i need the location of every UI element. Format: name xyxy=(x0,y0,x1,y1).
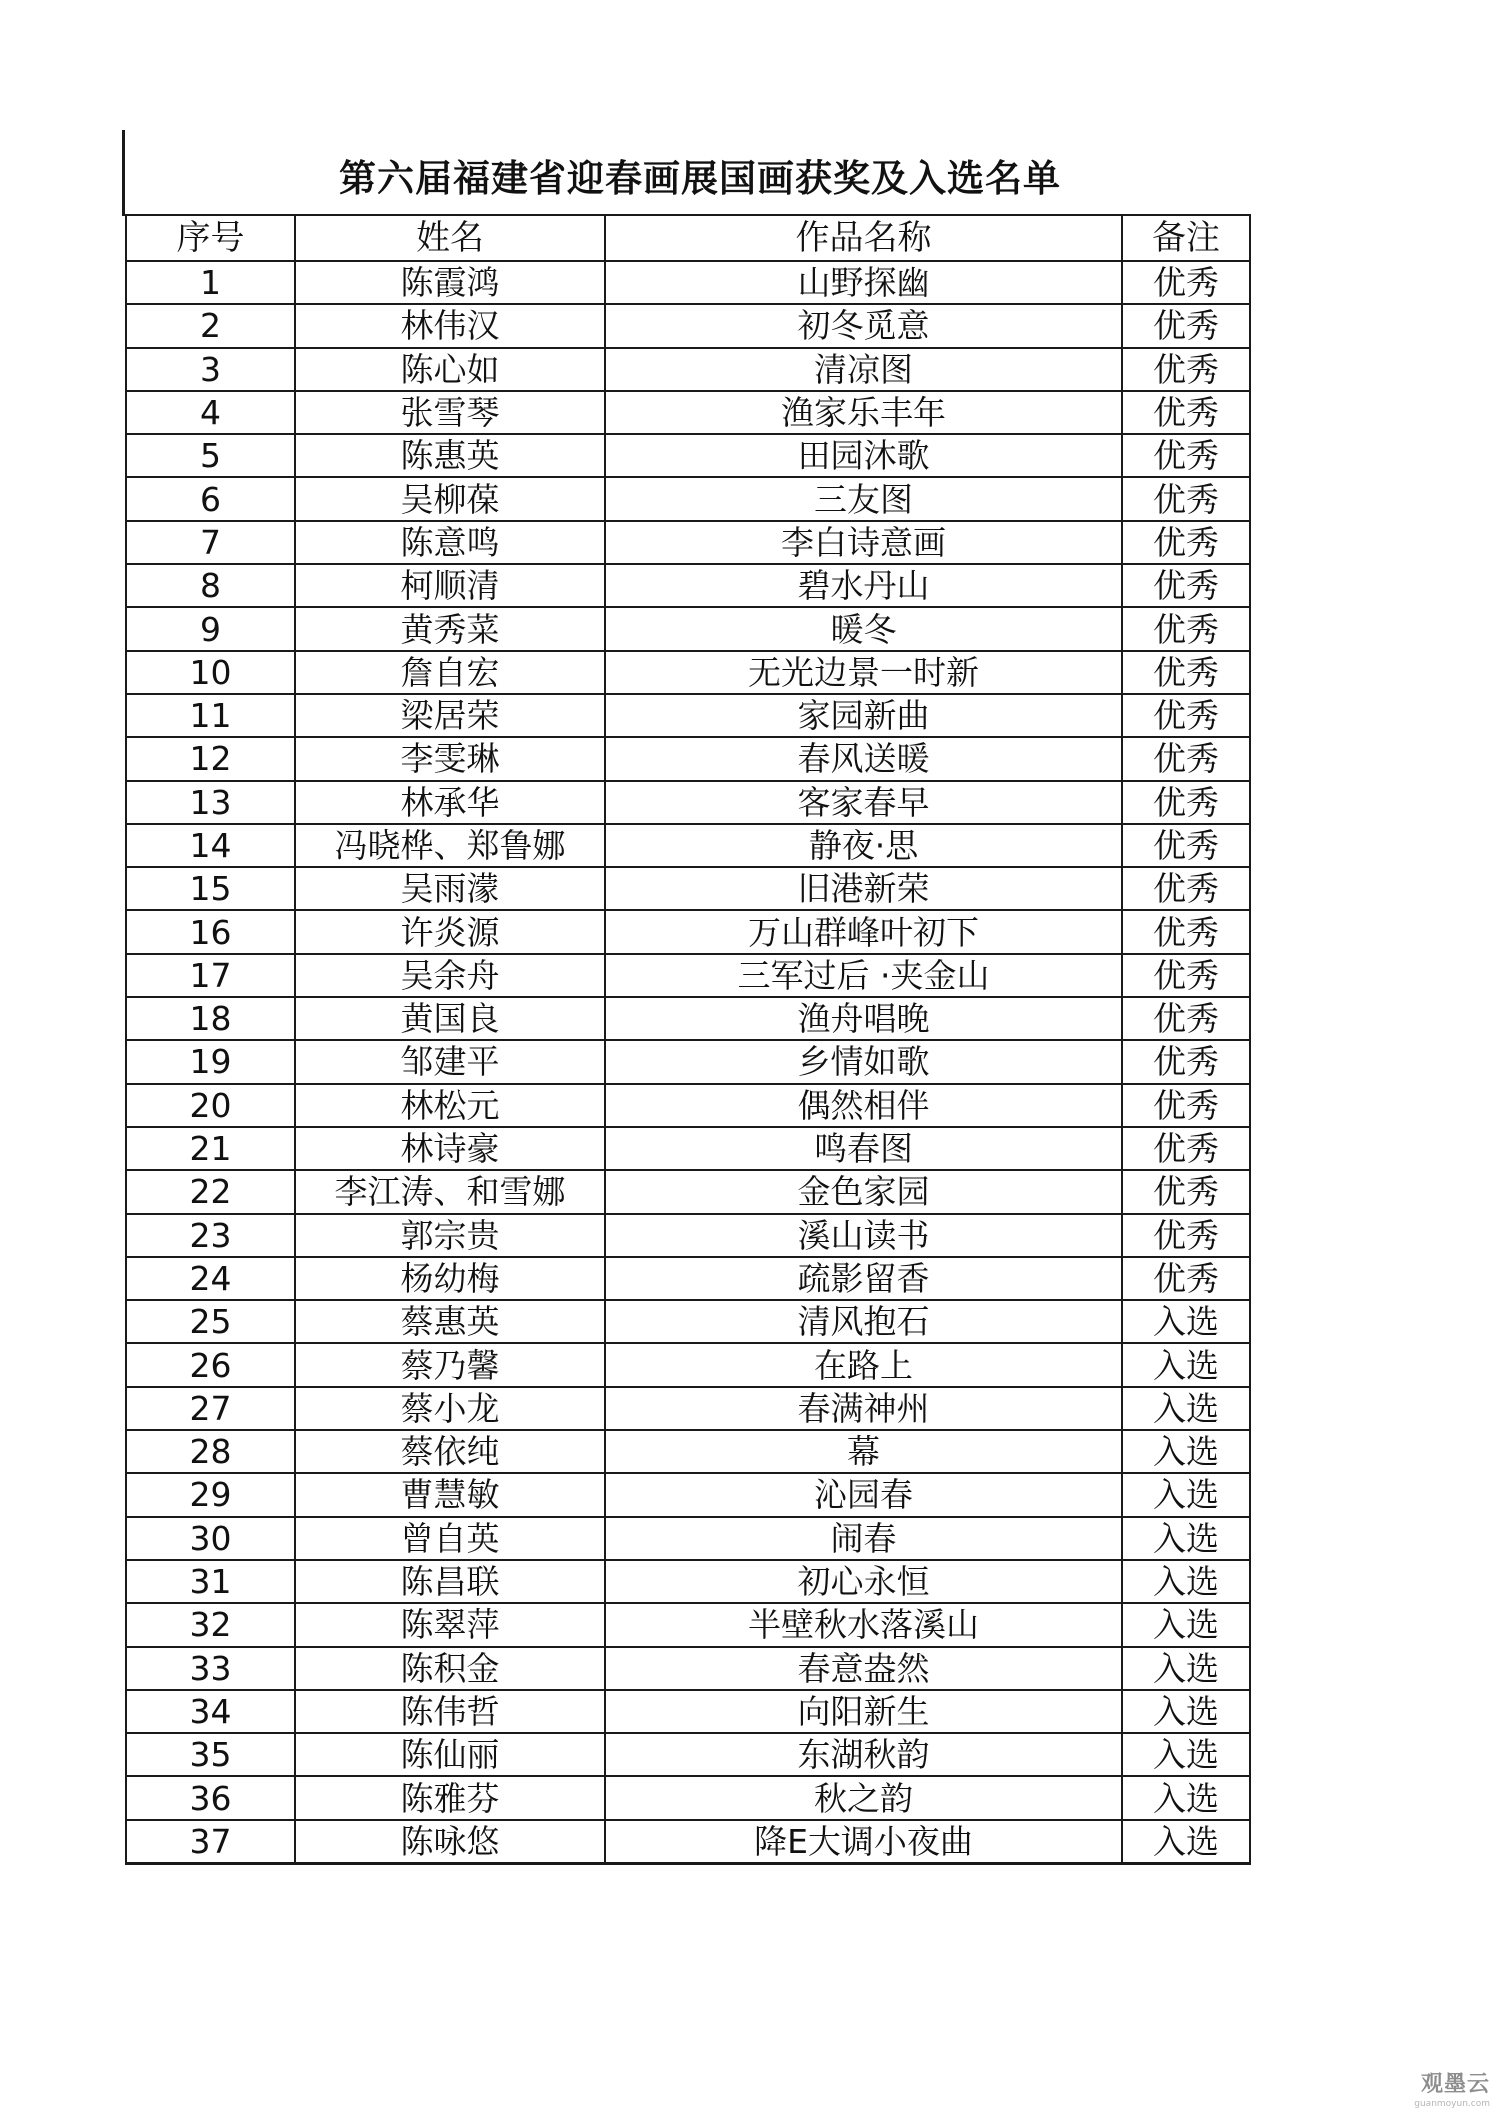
cell-name: 吴柳葆 xyxy=(295,477,605,520)
cell-number: 4 xyxy=(126,391,295,434)
cell-remark: 优秀 xyxy=(1122,954,1250,997)
cell-number: 22 xyxy=(126,1170,295,1213)
cell-name: 陈积金 xyxy=(295,1647,605,1690)
table-row xyxy=(126,564,1250,607)
cell-number: 21 xyxy=(126,1127,295,1170)
cell-work-title: 清风抱石 xyxy=(605,1300,1122,1343)
cell-remark: 优秀 xyxy=(1122,1170,1250,1213)
cell-work-title: 幕 xyxy=(605,1430,1122,1473)
cell-work-title: 万山群峰叶初下 xyxy=(605,910,1122,953)
table-row xyxy=(126,1776,1250,1819)
cell-name: 黄秀菜 xyxy=(295,607,605,650)
cell-number: 14 xyxy=(126,824,295,867)
cell-number: 31 xyxy=(126,1560,295,1603)
cell-work-title: 客家春早 xyxy=(605,781,1122,824)
cell-name: 曾自英 xyxy=(295,1517,605,1560)
cell-remark: 优秀 xyxy=(1122,391,1250,434)
table-row xyxy=(126,824,1250,867)
table-row xyxy=(126,1517,1250,1560)
table-row xyxy=(126,1603,1250,1646)
cell-name: 柯顺清 xyxy=(295,564,605,607)
cell-work-title: 金色家园 xyxy=(605,1170,1122,1213)
table-row xyxy=(126,781,1250,824)
award-list-table xyxy=(125,214,1251,1865)
table-row xyxy=(126,521,1250,564)
cell-name: 林承华 xyxy=(295,781,605,824)
table-row xyxy=(126,1387,1250,1430)
cell-number: 25 xyxy=(126,1300,295,1343)
cell-work-title: 三友图 xyxy=(605,477,1122,520)
table-row xyxy=(126,477,1250,520)
cell-work-title: 闹春 xyxy=(605,1517,1122,1560)
cell-name: 邹建平 xyxy=(295,1040,605,1083)
cell-remark: 优秀 xyxy=(1122,521,1250,564)
cell-remark: 优秀 xyxy=(1122,1127,1250,1170)
table-row xyxy=(126,1084,1250,1127)
cell-name: 蔡小龙 xyxy=(295,1387,605,1430)
cell-number: 37 xyxy=(126,1820,295,1864)
cell-remark: 入选 xyxy=(1122,1647,1250,1690)
cell-remark: 优秀 xyxy=(1122,564,1250,607)
table-row xyxy=(126,1820,1250,1864)
cell-work-title: 沁园春 xyxy=(605,1473,1122,1516)
cell-remark: 入选 xyxy=(1122,1430,1250,1473)
cell-work-title: 田园沐歌 xyxy=(605,434,1122,477)
cell-name: 陈仙丽 xyxy=(295,1733,605,1776)
cell-work-title: 初冬觅意 xyxy=(605,304,1122,347)
cell-name: 杨幼梅 xyxy=(295,1257,605,1300)
cell-number: 17 xyxy=(126,954,295,997)
cell-work-title: 三军过后 ·夹金山 xyxy=(605,954,1122,997)
table-row xyxy=(126,954,1250,997)
table-row xyxy=(126,867,1250,910)
cell-name: 曹慧敏 xyxy=(295,1473,605,1516)
cell-number: 28 xyxy=(126,1430,295,1473)
cell-name: 李雯琳 xyxy=(295,737,605,780)
table-header-row xyxy=(126,215,1250,261)
header-name: 姓名 xyxy=(295,215,605,261)
cell-name: 陈意鸣 xyxy=(295,521,605,564)
cell-work-title: 偶然相伴 xyxy=(605,1084,1122,1127)
header-remark: 备注 xyxy=(1122,215,1250,261)
table-row xyxy=(126,1647,1250,1690)
cell-work-title: 向阳新生 xyxy=(605,1690,1122,1733)
table-row xyxy=(126,1214,1250,1257)
cell-work-title: 疏影留香 xyxy=(605,1257,1122,1300)
cell-number: 36 xyxy=(126,1776,295,1819)
table-row xyxy=(126,391,1250,434)
cell-name: 陈心如 xyxy=(295,348,605,391)
table-row xyxy=(126,1040,1250,1083)
watermark-logo-text: 观墨云 xyxy=(1420,2072,1490,2097)
cell-work-title: 降E大调小夜曲 xyxy=(605,1820,1122,1864)
table-row xyxy=(126,1733,1250,1776)
cell-name: 陈昌联 xyxy=(295,1560,605,1603)
cell-name: 陈翠萍 xyxy=(295,1603,605,1646)
cell-number: 18 xyxy=(126,997,295,1040)
cell-work-title: 在路上 xyxy=(605,1343,1122,1386)
cell-number: 23 xyxy=(126,1214,295,1257)
cell-work-title: 山野探幽 xyxy=(605,261,1122,304)
cell-number: 16 xyxy=(126,910,295,953)
cell-work-title: 乡情如歌 xyxy=(605,1040,1122,1083)
cell-number: 15 xyxy=(126,867,295,910)
cell-remark: 入选 xyxy=(1122,1343,1250,1386)
cell-number: 27 xyxy=(126,1387,295,1430)
cell-name: 陈雅芬 xyxy=(295,1776,605,1819)
table-body xyxy=(126,261,1250,1863)
table-row xyxy=(126,910,1250,953)
cell-remark: 入选 xyxy=(1122,1776,1250,1819)
table-row xyxy=(126,694,1250,737)
cell-number: 2 xyxy=(126,304,295,347)
cell-remark: 优秀 xyxy=(1122,348,1250,391)
cell-remark: 入选 xyxy=(1122,1603,1250,1646)
cell-number: 8 xyxy=(126,564,295,607)
cell-number: 1 xyxy=(126,261,295,304)
cell-name: 李江涛、和雪娜 xyxy=(295,1170,605,1213)
cell-number: 11 xyxy=(126,694,295,737)
table-row xyxy=(126,737,1250,780)
cell-name: 郭宗贵 xyxy=(295,1214,605,1257)
cell-number: 29 xyxy=(126,1473,295,1516)
cell-number: 10 xyxy=(126,651,295,694)
page-title: 第六届福建省迎春画展国画获奖及入选名单 xyxy=(339,157,1061,200)
cell-remark: 入选 xyxy=(1122,1560,1250,1603)
cell-remark: 优秀 xyxy=(1122,997,1250,1040)
cell-remark: 优秀 xyxy=(1122,910,1250,953)
cell-work-title: 春风送暖 xyxy=(605,737,1122,780)
cell-remark: 入选 xyxy=(1122,1473,1250,1516)
cell-remark: 入选 xyxy=(1122,1517,1250,1560)
cell-name: 冯晓桦、郑鲁娜 xyxy=(295,824,605,867)
watermark xyxy=(1414,2067,1490,2109)
cell-work-title: 暖冬 xyxy=(605,607,1122,650)
cell-name: 林伟汉 xyxy=(295,304,605,347)
cell-name: 陈伟哲 xyxy=(295,1690,605,1733)
table-row xyxy=(126,1430,1250,1473)
cell-name: 吴余舟 xyxy=(295,954,605,997)
cell-remark: 入选 xyxy=(1122,1733,1250,1776)
cell-work-title: 半壁秋水落溪山 xyxy=(605,1603,1122,1646)
cell-remark: 入选 xyxy=(1122,1300,1250,1343)
cell-number: 3 xyxy=(126,348,295,391)
table-row xyxy=(126,1170,1250,1213)
cell-work-title: 东湖秋韵 xyxy=(605,1733,1122,1776)
cell-work-title: 清凉图 xyxy=(605,348,1122,391)
cell-number: 32 xyxy=(126,1603,295,1646)
cell-number: 5 xyxy=(126,434,295,477)
table-row xyxy=(126,1300,1250,1343)
cell-number: 7 xyxy=(126,521,295,564)
cell-work-title: 旧港新荣 xyxy=(605,867,1122,910)
cell-remark: 入选 xyxy=(1122,1690,1250,1733)
cell-number: 6 xyxy=(126,477,295,520)
cell-remark: 优秀 xyxy=(1122,1040,1250,1083)
cell-name: 林诗豪 xyxy=(295,1127,605,1170)
cell-number: 26 xyxy=(126,1343,295,1386)
cell-work-title: 碧水丹山 xyxy=(605,564,1122,607)
table-row xyxy=(126,304,1250,347)
watermark-url: guanmoyun.com xyxy=(1414,2099,1490,2109)
cell-name: 吴雨濛 xyxy=(295,867,605,910)
cell-remark: 优秀 xyxy=(1122,1214,1250,1257)
cell-name: 蔡依纯 xyxy=(295,1430,605,1473)
cell-name: 黄国良 xyxy=(295,997,605,1040)
cell-remark: 优秀 xyxy=(1122,607,1250,650)
cell-work-title: 春满神州 xyxy=(605,1387,1122,1430)
cell-work-title: 渔家乐丰年 xyxy=(605,391,1122,434)
cell-number: 13 xyxy=(126,781,295,824)
cell-name: 梁居荣 xyxy=(295,694,605,737)
cell-work-title: 静夜·思 xyxy=(605,824,1122,867)
cell-number: 12 xyxy=(126,737,295,780)
cell-remark: 入选 xyxy=(1122,1387,1250,1430)
table-row xyxy=(126,607,1250,650)
cell-name: 蔡惠英 xyxy=(295,1300,605,1343)
cell-remark: 优秀 xyxy=(1122,261,1250,304)
cell-name: 詹自宏 xyxy=(295,651,605,694)
cell-work-title: 渔舟唱晚 xyxy=(605,997,1122,1040)
cell-remark: 优秀 xyxy=(1122,737,1250,780)
cell-work-title: 秋之韵 xyxy=(605,1776,1122,1819)
cell-work-title: 鸣春图 xyxy=(605,1127,1122,1170)
table-row xyxy=(126,1560,1250,1603)
cell-name: 陈咏悠 xyxy=(295,1820,605,1864)
cell-name: 许炎源 xyxy=(295,910,605,953)
cell-remark: 优秀 xyxy=(1122,781,1250,824)
cell-name: 林松元 xyxy=(295,1084,605,1127)
cell-number: 30 xyxy=(126,1517,295,1560)
table-row xyxy=(126,997,1250,1040)
cell-remark: 优秀 xyxy=(1122,1084,1250,1127)
table-row xyxy=(126,261,1250,304)
cell-remark: 优秀 xyxy=(1122,477,1250,520)
table-row xyxy=(126,1343,1250,1386)
cell-number: 19 xyxy=(126,1040,295,1083)
cell-name: 蔡乃馨 xyxy=(295,1343,605,1386)
cell-remark: 优秀 xyxy=(1122,1257,1250,1300)
table-row xyxy=(126,651,1250,694)
cell-remark: 优秀 xyxy=(1122,304,1250,347)
table-row xyxy=(126,434,1250,477)
table-row xyxy=(126,1127,1250,1170)
table-row xyxy=(126,1257,1250,1300)
cell-name: 张雪琴 xyxy=(295,391,605,434)
cell-remark: 优秀 xyxy=(1122,694,1250,737)
cell-work-title: 李白诗意画 xyxy=(605,521,1122,564)
cell-work-title: 家园新曲 xyxy=(605,694,1122,737)
cell-work-title: 春意盎然 xyxy=(605,1647,1122,1690)
cell-number: 34 xyxy=(126,1690,295,1733)
table-row xyxy=(126,1690,1250,1733)
cell-remark: 优秀 xyxy=(1122,651,1250,694)
header-work-title: 作品名称 xyxy=(605,215,1122,261)
left-margin-rule xyxy=(122,130,125,216)
header-number: 序号 xyxy=(126,215,295,261)
cell-number: 35 xyxy=(126,1733,295,1776)
cell-number: 20 xyxy=(126,1084,295,1127)
cell-work-title: 溪山读书 xyxy=(605,1214,1122,1257)
cell-work-title: 无光边景一时新 xyxy=(605,651,1122,694)
cell-number: 24 xyxy=(126,1257,295,1300)
cell-remark: 优秀 xyxy=(1122,867,1250,910)
table-row xyxy=(126,348,1250,391)
cell-remark: 入选 xyxy=(1122,1820,1250,1864)
cell-number: 9 xyxy=(126,607,295,650)
cell-remark: 优秀 xyxy=(1122,824,1250,867)
cell-name: 陈惠英 xyxy=(295,434,605,477)
table-row xyxy=(126,1473,1250,1516)
cell-work-title: 初心永恒 xyxy=(605,1560,1122,1603)
cell-number: 33 xyxy=(126,1647,295,1690)
cell-name: 陈霞鸿 xyxy=(295,261,605,304)
cell-remark: 优秀 xyxy=(1122,434,1250,477)
